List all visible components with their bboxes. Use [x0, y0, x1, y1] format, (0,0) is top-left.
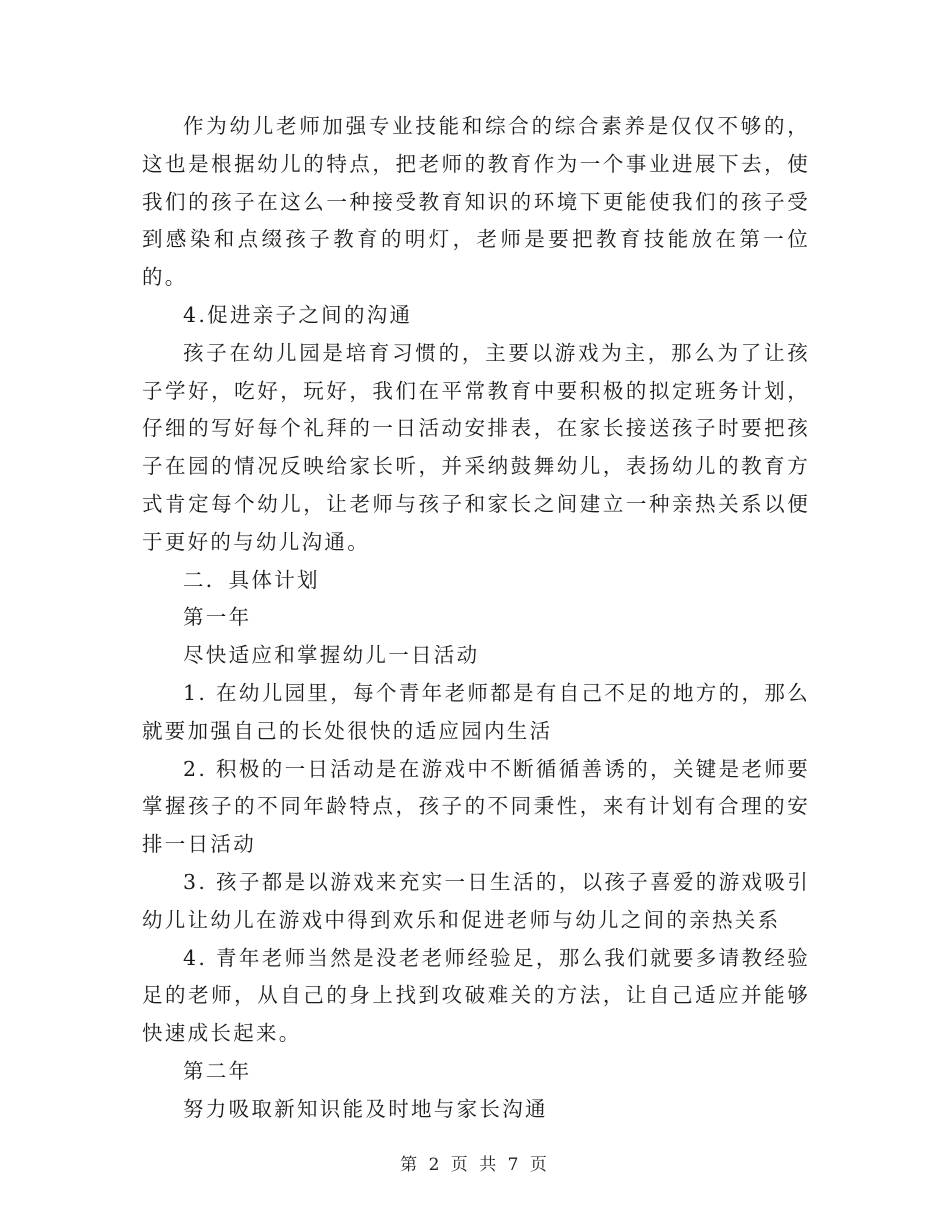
list-item-3: 3. 孩子都是以游戏来充实一日生活的，以孩子喜爱的游戏吸引幼儿让幼儿在游戏中得到欢乐和促进老师与幼儿之间的亲热关系	[142, 869, 810, 932]
page-number: 第 2 页 共 7 页	[400, 1155, 550, 1175]
list-item-2: 2. 积极的一日活动是在游戏中不断循循善诱的，关键是老师要掌握孩子的不同年龄特点，孩子的不同秉性，来有计划有合理的安排一日活动	[142, 756, 810, 857]
paragraph-intro: 作为幼儿老师加强专业技能和综合的综合素养是仅仅不够的，这也是根据幼儿的特点，把老师的教育作为一个事业进展下去，使我们的孩子在这么一种接受教育知识的环境下更能使我们的孩子受到感染和点缀孩子教育的明灯，老师是要把教育技能放在第一位的。	[142, 114, 810, 290]
paragraph-parent-communication: 孩子在幼儿园是培育习惯的，主要以游戏为主，那么为了让孩子学好，吃好，玩好，我们在平常教育中要积极的拟定班务计划，仔细的写好每个礼拜的一日活动安排表，在家长接送孩子时要把孩子在园的情况反映给家长听，并采纳鼓舞幼儿，表扬幼儿的教育方式肯定每个幼儿，让老师与孩子和家长之间建立一种亲热关系以便于更好的与幼儿沟通。	[142, 340, 810, 554]
subheading-year-one-goal: 尽快适应和掌握幼儿一日活动	[183, 643, 480, 668]
section-heading-specific-plan: 二．具体计划	[183, 567, 320, 592]
list-item-4: 4. 青年老师当然是没老老师经验足，那么我们就要多请教经验足的老师，从自己的身上找到攻破难关的方法，让自己适应并能够快速成长起来。	[142, 945, 810, 1046]
section-heading-parent-communication: 4.促进亲子之间的沟通	[183, 302, 413, 327]
subheading-year-two-goal: 努力吸取新知识能及时地与家长沟通	[183, 1096, 548, 1121]
page-footer	[0, 1150, 950, 1175]
document-body	[142, 108, 810, 1129]
heading-year-two: 第二年	[183, 1058, 252, 1083]
list-item-1: 1. 在幼儿园里，每个青年老师都是有自己不足的地方的，那么就要加强自己的长处很快的适应园内生活	[142, 680, 810, 743]
heading-year-one: 第一年	[183, 605, 252, 630]
